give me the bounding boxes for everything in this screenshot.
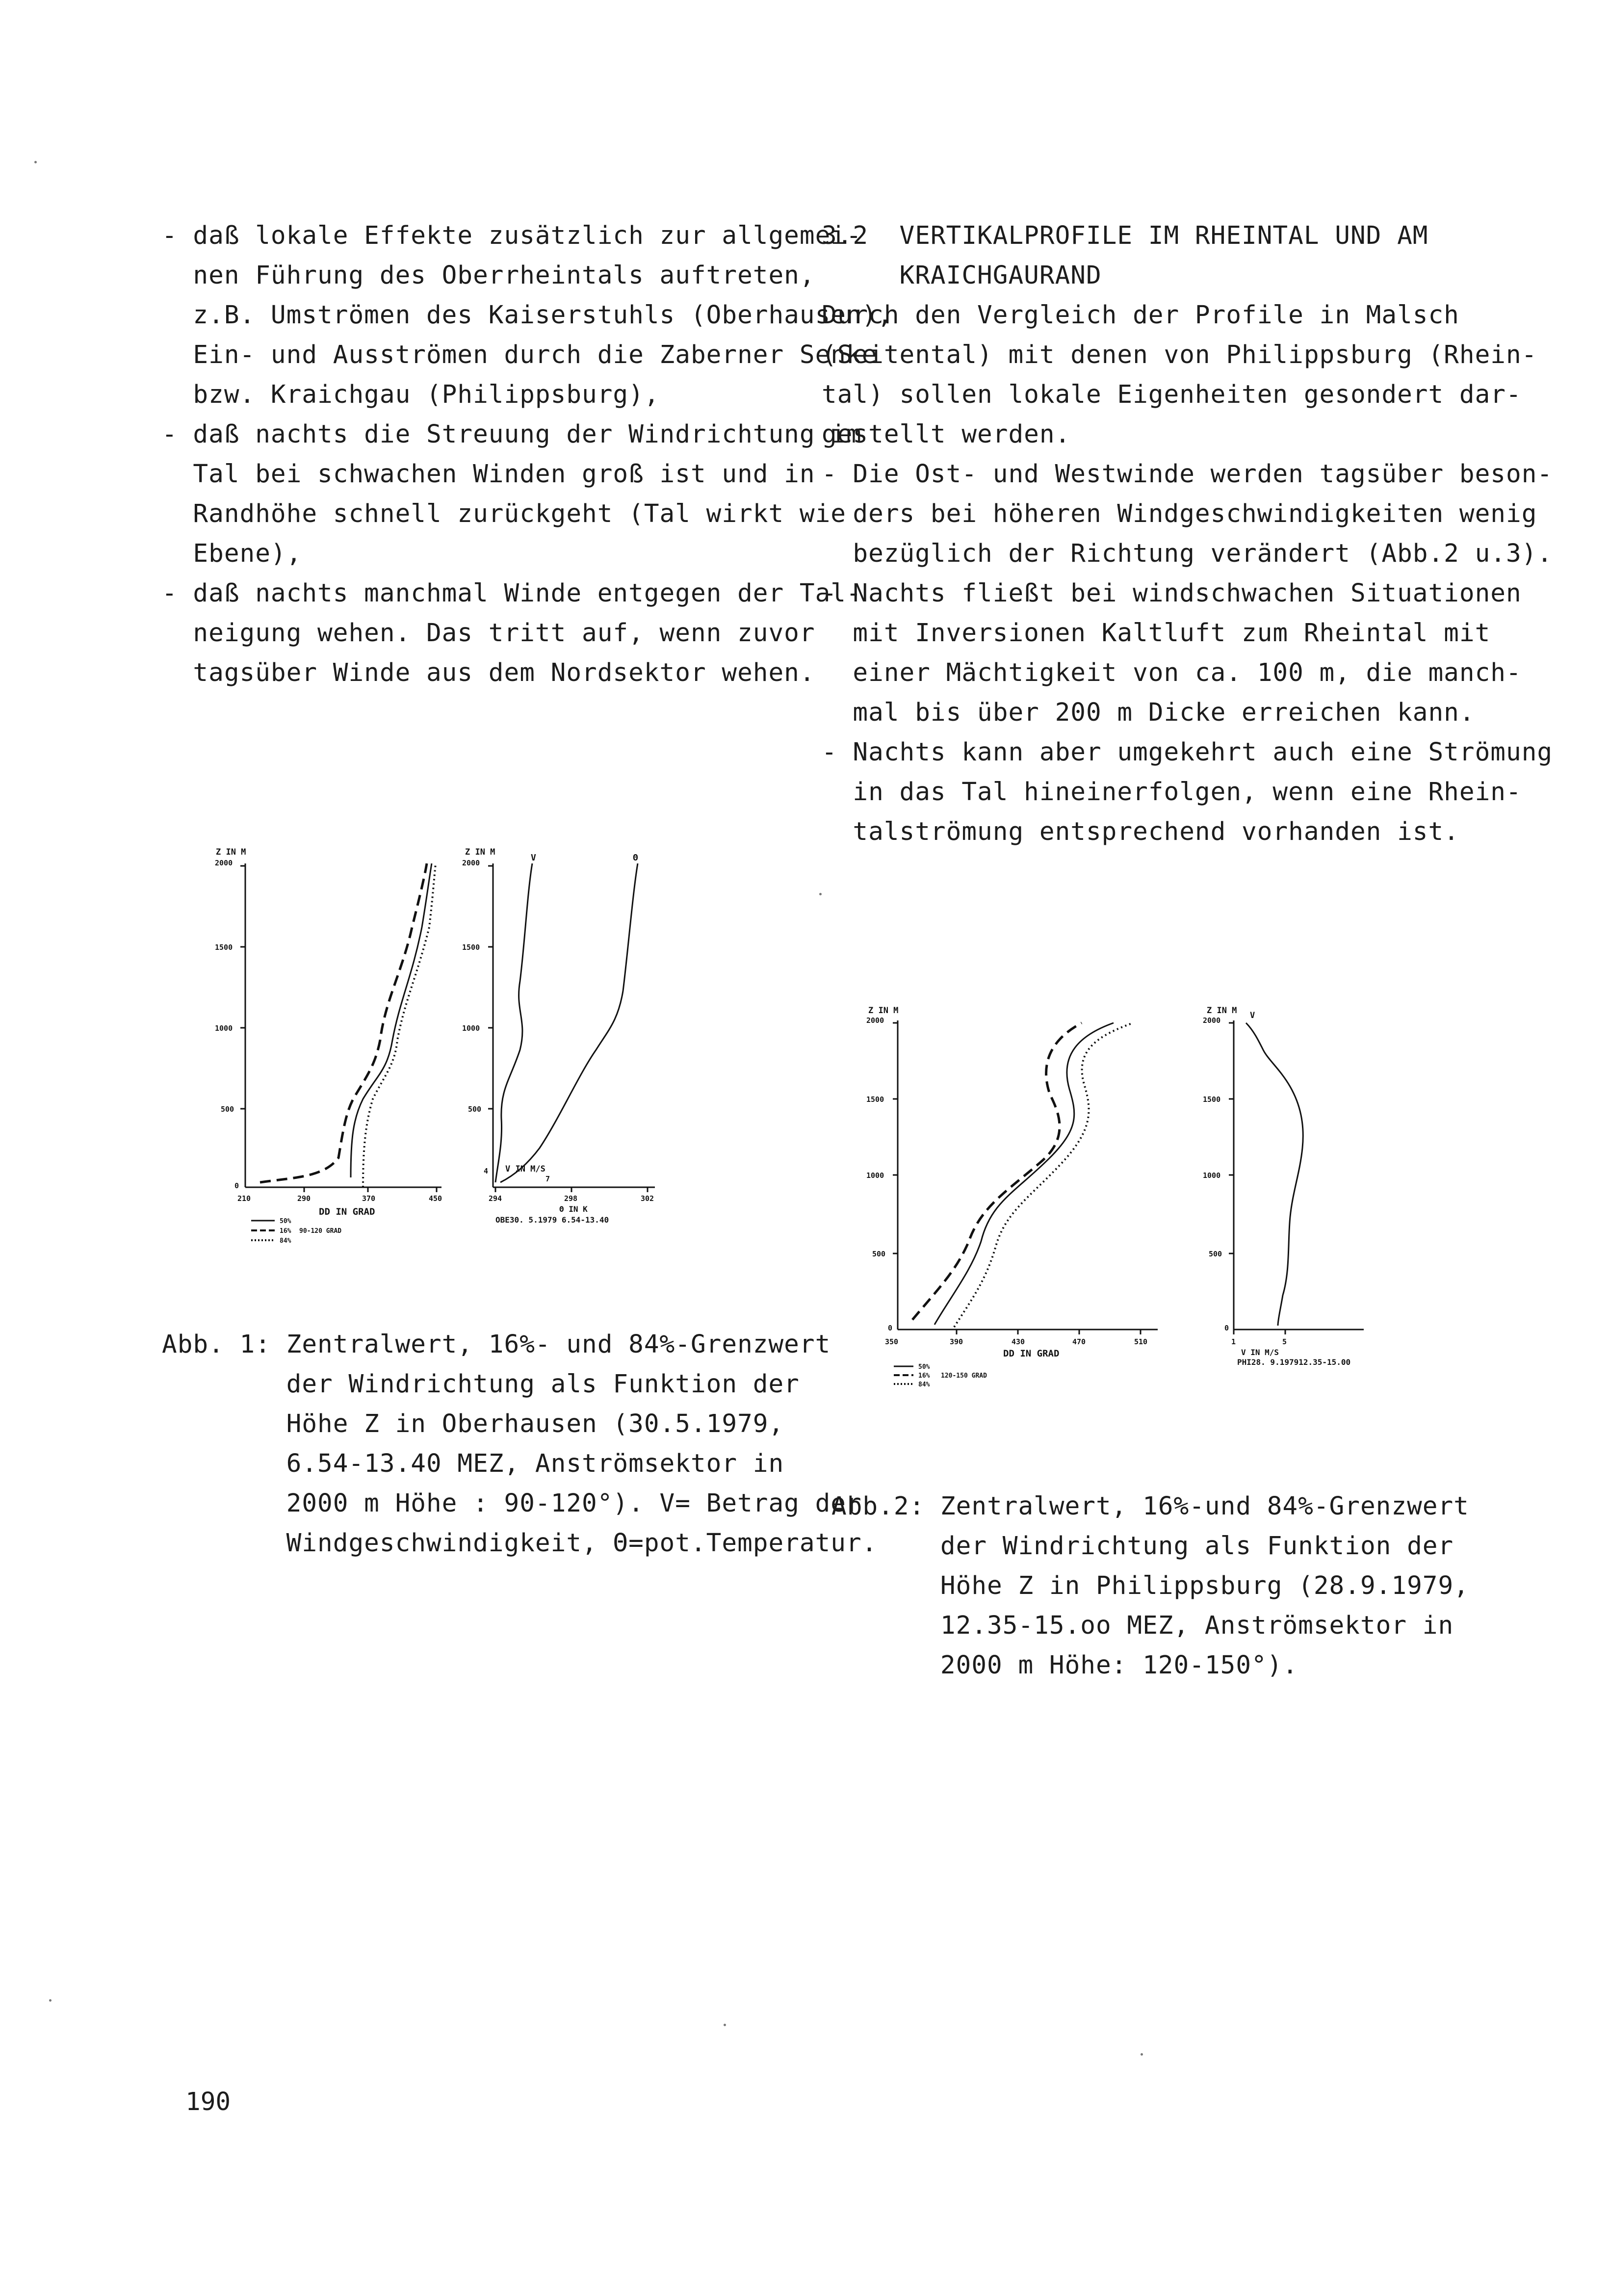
text-line: einer Mächtigkeit von ca. 100 m, die manch- (822, 658, 1522, 687)
left-column-text (162, 216, 893, 693)
text-line: gestellt werden. (822, 420, 1071, 449)
caption-line: Windgeschwindigkeit, Θ=pot.Temperatur. (162, 1529, 878, 1558)
x-axis-label: Θ IN K (559, 1204, 588, 1214)
text-line: mit Inversionen Kaltluft zum Rheintal mit (822, 619, 1491, 648)
legend-label: 84% (280, 1237, 291, 1245)
text-line: mal bis über 200 m Dicke erreichen kann. (822, 698, 1475, 727)
v-tick-label: 7 (545, 1174, 550, 1183)
figure-1 (206, 844, 751, 1276)
legend-note: 90-120 GRAD (299, 1227, 342, 1235)
y-tick-label: 1500 (866, 1095, 884, 1104)
text-line: - daß nachts die Streuung der Windrichtung im (162, 420, 862, 449)
legend-label: 50% (280, 1218, 291, 1225)
x-tick-label: 294 (489, 1194, 502, 1203)
series-label-theta: Θ (633, 853, 638, 863)
section-heading: KRAICHGAURAND (822, 261, 1102, 290)
scan-speck (49, 1999, 52, 2002)
x-tick-label: 350 (885, 1337, 899, 1346)
x-tick-label: 302 (641, 1194, 654, 1203)
y-tick-label: 2000 (1203, 1016, 1221, 1025)
caption-line: Abb.2: Zentralwert, 16%-und 84%-Grenzwert (831, 1492, 1469, 1521)
text-line: Randhöhe schnell zurückgeht (Tal wirkt wie (162, 499, 847, 528)
v-axis-label: V IN M/S (505, 1164, 545, 1174)
text-line: in das Tal hineinerfolgen, wenn eine Rhein- (822, 778, 1522, 807)
text-line: tal) sollen lokale Eigenheiten gesondert dar- (822, 380, 1522, 409)
right-column-text (822, 216, 1553, 852)
text-line: - Nachts fließt bei windschwachen Situationen (822, 579, 1522, 608)
legend-label: 16% (918, 1372, 930, 1380)
run-id: PHI28. 9.197912.35-15.00 (1237, 1357, 1351, 1367)
y-tick-label: 1500 (462, 943, 480, 952)
text-line: Tal bei schwachen Winden groß ist und in (162, 460, 815, 489)
legend-label: 84% (918, 1381, 930, 1388)
scan-speck (724, 2024, 726, 2026)
y-tick-label: 500 (872, 1250, 886, 1258)
text-line: neigung wehen. Das tritt auf, wenn zuvor (162, 619, 815, 648)
y-tick-label: 1000 (215, 1024, 233, 1033)
p16-curve (912, 1023, 1082, 1320)
text-line: - Nachts kann aber umgekehrt auch eine Strömung (822, 738, 1553, 767)
y-axis-label: Z IN M (216, 847, 246, 857)
p84-curve (954, 1023, 1133, 1327)
text-line: z.B. Umströmen des Kaiserstuhls (Oberhausen), (162, 301, 893, 330)
caption-line: 2000 m Höhe : 90-120°). V= Betrag der (162, 1489, 862, 1518)
y-tick-label: 1000 (462, 1024, 480, 1033)
legend-label: 50% (918, 1363, 930, 1371)
caption-line: der Windrichtung als Funktion der (831, 1532, 1454, 1561)
y-axis-label: Z IN M (1207, 1006, 1237, 1016)
x-tick-label: 390 (950, 1337, 963, 1346)
median-curve (934, 1023, 1114, 1325)
x-tick-label: 450 (429, 1194, 442, 1203)
x-axis-label: DD IN GRAD (319, 1206, 375, 1217)
text-line: Ein- und Ausströmen durch die Zaberner Senke (162, 340, 878, 369)
x-tick-label: 470 (1072, 1337, 1086, 1346)
fig1-right-panel (462, 847, 655, 1225)
y-tick-label: 2000 (866, 1016, 884, 1025)
figure-2-plot (854, 996, 1442, 1428)
x-tick-label: 298 (564, 1194, 578, 1203)
caption-line: 2000 m Höhe: 120-150°). (831, 1651, 1298, 1680)
scan-speck (819, 893, 822, 895)
text-line: tagsüber Winde aus dem Nordsektor wehen. (162, 658, 815, 687)
y-tick-label: 0 (1224, 1324, 1229, 1332)
y-tick-label: 1500 (215, 943, 233, 952)
text-line: nen Führung des Oberrheintals auftreten, (162, 261, 815, 290)
series-label-v: V (1250, 1011, 1255, 1020)
y-tick-label: 1500 (1203, 1095, 1221, 1104)
x-tick-label: 510 (1134, 1337, 1148, 1346)
section-heading: 3.2 VERTIKALPROFILE IM RHEINTAL UND AM (822, 221, 1428, 250)
y-tick-label: 0 (234, 1181, 239, 1190)
x-tick-label: 290 (297, 1194, 311, 1203)
wind-speed-curve (495, 863, 532, 1182)
caption-line: 12.35-15.oo MEZ, Anströmsektor in (831, 1611, 1454, 1640)
y-tick-label: 500 (1209, 1250, 1222, 1258)
text-line: - daß lokale Effekte zusätzlich zur allgemei- (162, 221, 862, 250)
x-tick-label: 370 (362, 1194, 376, 1203)
x-tick-label: 210 (237, 1194, 251, 1203)
text-line: (Seitental) mit denen von Philippsburg (Rhein- (822, 340, 1537, 369)
page-number: 190 (185, 2087, 231, 2116)
y-tick-label: 1000 (1203, 1171, 1221, 1180)
caption-line: 6.54-13.40 MEZ, Anströmsektor in (162, 1449, 784, 1478)
x-tick-label: 430 (1012, 1337, 1025, 1346)
text-line: bzw. Kraichgau (Philippsburg), (162, 380, 660, 409)
text-line: - Die Ost- und Westwinde werden tagsüber beson- (822, 460, 1553, 489)
legend-label: 16% (280, 1227, 291, 1235)
wind-speed-curve (1246, 1023, 1303, 1326)
figure-1-caption (162, 1325, 877, 1563)
run-id: OBE30. 5.1979 6.54-13.40 (495, 1215, 609, 1225)
scan-speck (1141, 2053, 1143, 2056)
legend-note: 120-150 GRAD (941, 1372, 987, 1380)
text-line: ders bei höheren Windgeschwindigkeiten wenig (822, 499, 1537, 528)
figure-2-caption (831, 1487, 1469, 1685)
y-tick-label: 4 (484, 1167, 489, 1175)
median-curve (351, 863, 432, 1177)
y-tick-label: 2000 (215, 859, 233, 867)
figure-1-plot (206, 844, 751, 1276)
x-tick-label: 5 (1282, 1337, 1287, 1346)
caption-line: der Windrichtung als Funktion der (162, 1370, 800, 1399)
series-label-v: V (531, 853, 536, 863)
p16-curve (260, 863, 427, 1182)
figure-2 (854, 996, 1442, 1428)
caption-line: Höhe Z in Philippsburg (28.9.1979, (831, 1571, 1469, 1600)
y-tick-label: 2000 (462, 859, 480, 867)
y-axis-label: Z IN M (868, 1006, 899, 1016)
x-axis-label: DD IN GRAD (1003, 1348, 1060, 1359)
y-tick-label: 0 (888, 1324, 893, 1332)
text-line: talströmung entsprechend vorhanden ist. (822, 817, 1459, 846)
text-line: - daß nachts manchmal Winde entgegen der Tal- (162, 579, 862, 608)
fig2-right-panel (1203, 1006, 1364, 1367)
text-line: Ebene), (162, 539, 302, 568)
y-tick-label: 500 (468, 1105, 482, 1114)
fig2-left-panel (866, 1006, 1158, 1388)
y-tick-label: 1000 (866, 1171, 884, 1180)
theta-curve (500, 863, 638, 1182)
caption-line: Abb. 1: Zentralwert, 16%- und 84%-Grenzwert (162, 1330, 831, 1359)
x-axis-label: V IN M/S (1241, 1348, 1279, 1357)
scan-speck (34, 161, 37, 163)
y-tick-label: 500 (221, 1105, 234, 1114)
text-line: bezüglich der Richtung verändert (Abb.2 u.3). (822, 539, 1553, 568)
y-axis-label: Z IN M (465, 847, 495, 857)
text-line: Durch den Vergleich der Profile in Malsch (822, 301, 1459, 330)
caption-line: Höhe Z in Oberhausen (30.5.1979, (162, 1409, 784, 1438)
fig1-left-panel (215, 847, 442, 1245)
x-tick-label: 1 (1231, 1337, 1236, 1346)
